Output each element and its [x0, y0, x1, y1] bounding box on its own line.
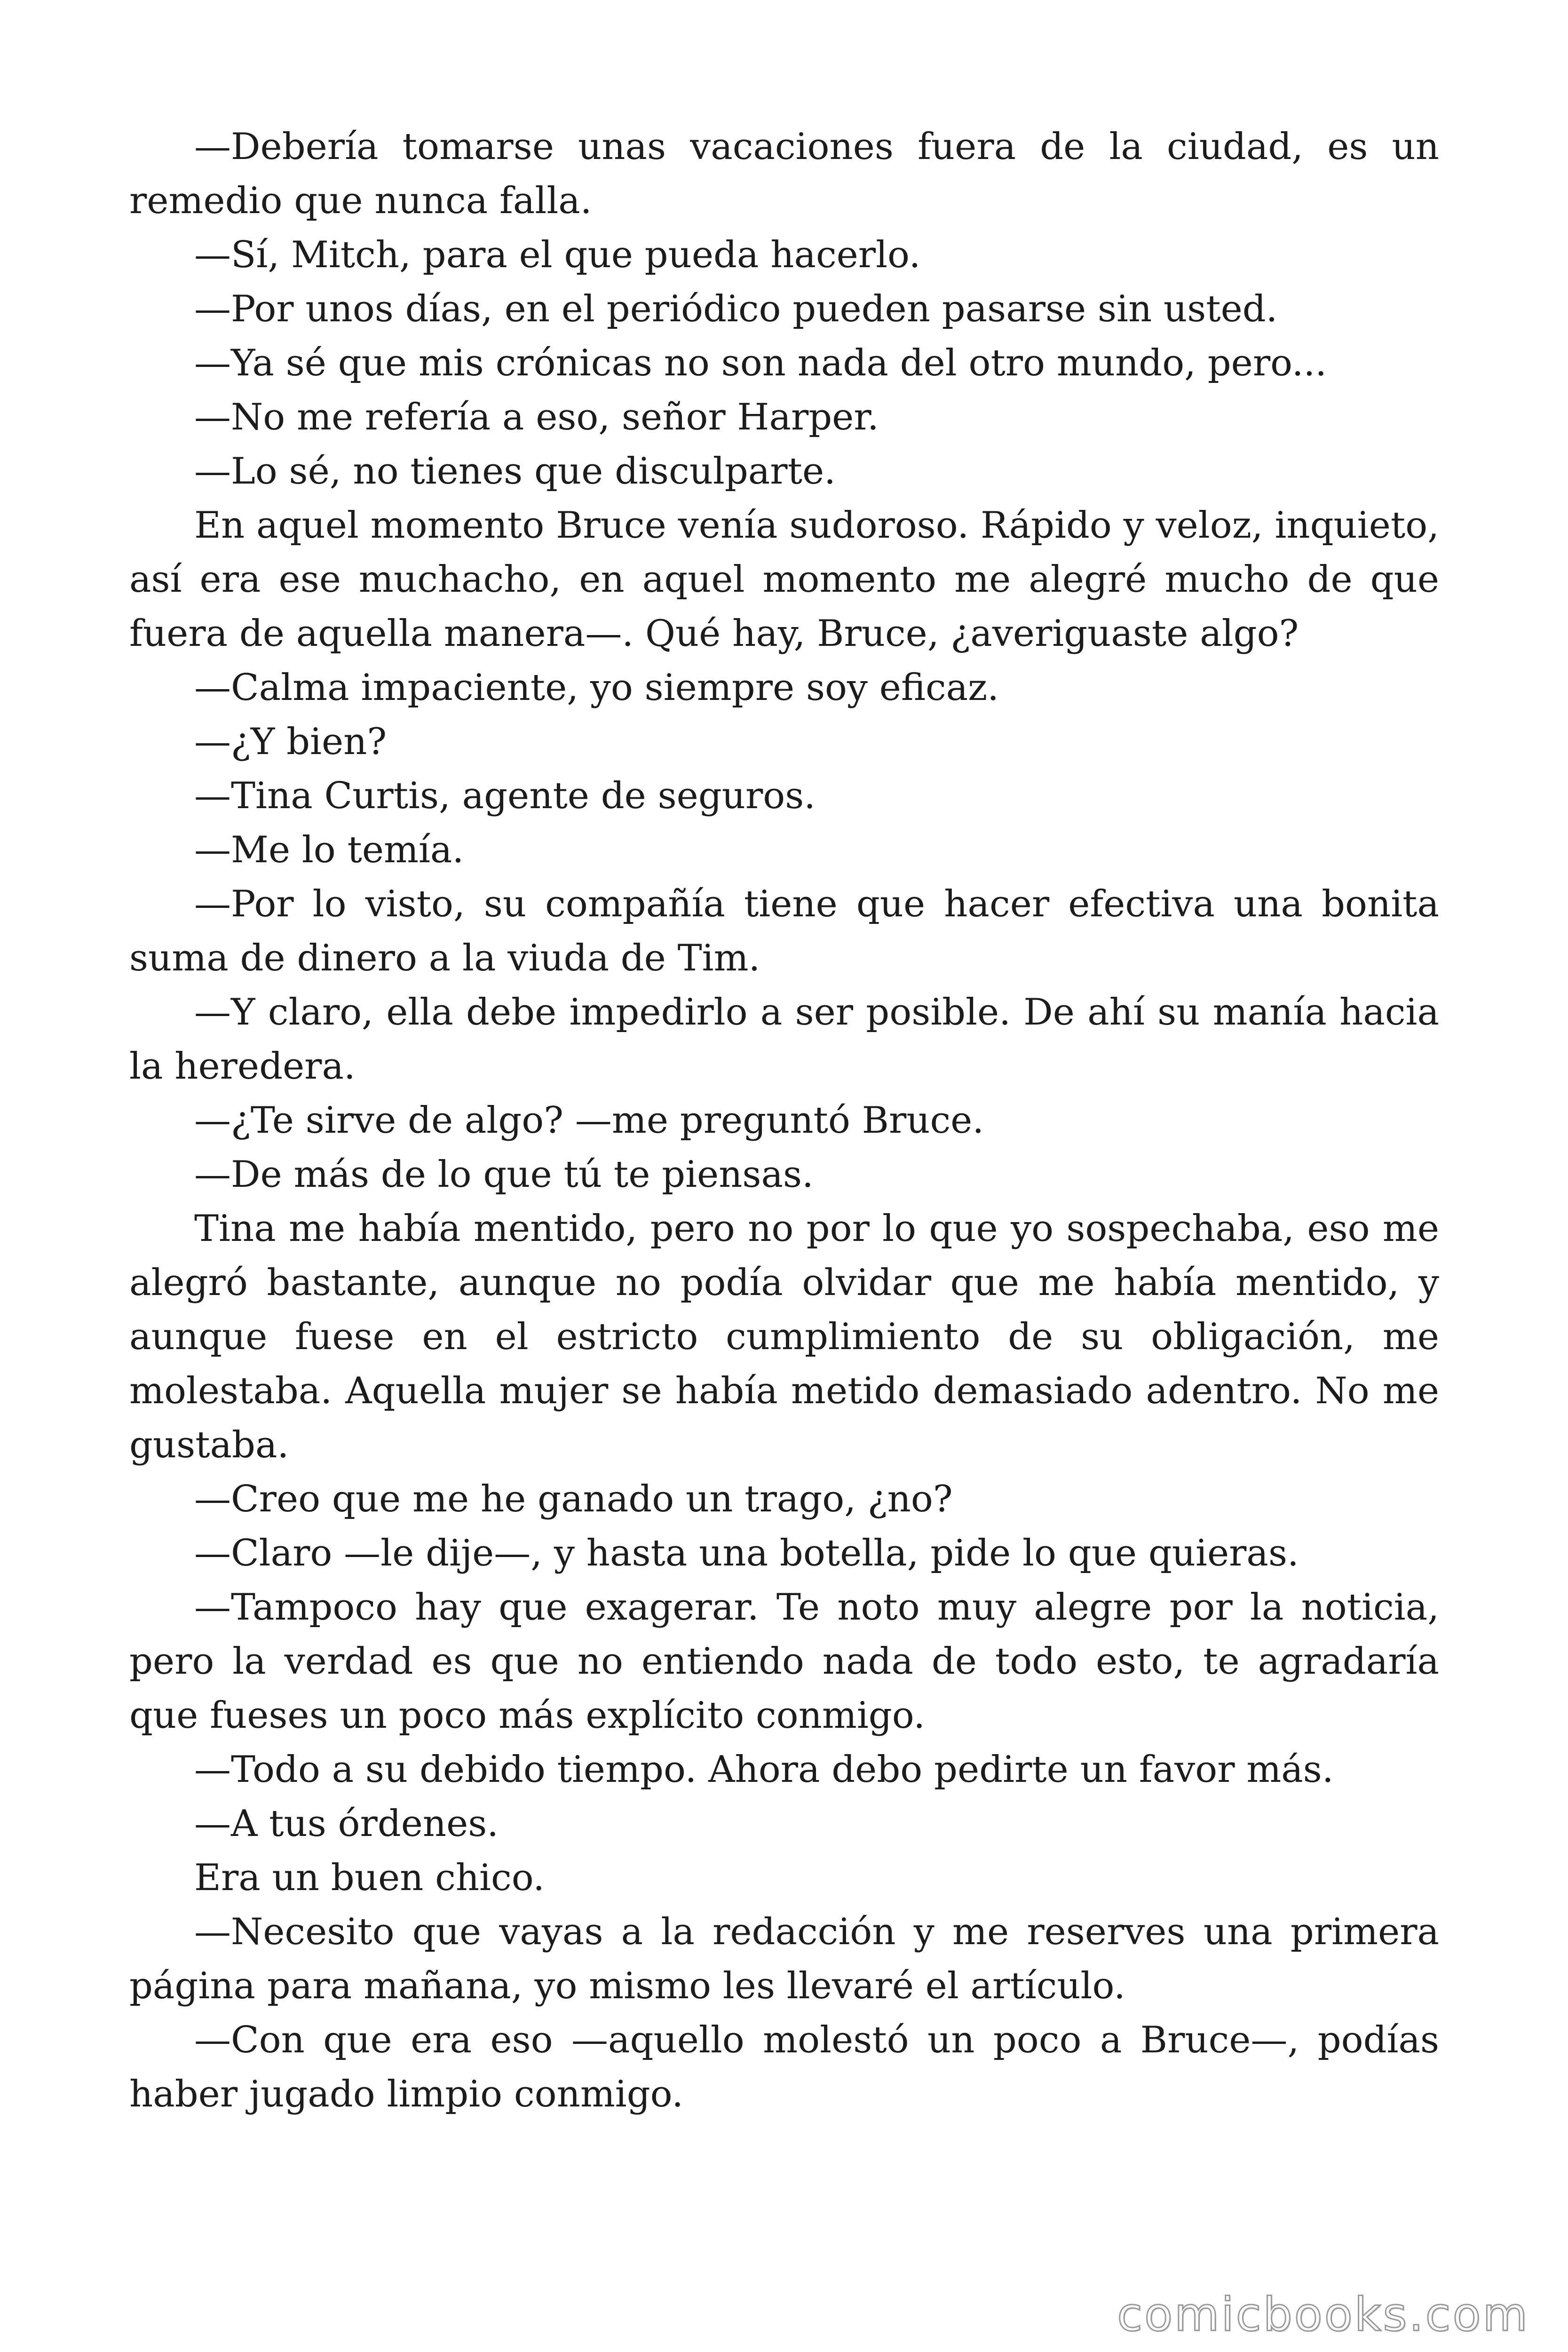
paragraph: —De más de lo que tú te piensas.	[194, 1153, 814, 1196]
paragraph: —Ya sé que mis crónicas no son nada del otro mundo, pero...	[194, 342, 1327, 384]
page-text	[129, 120, 1439, 2122]
paragraph: —A tus órdenes.	[194, 1803, 499, 1845]
paragraph: En aquel momento Bruce venía sudoroso. Rápido y veloz, inquieto, así era ese muchacho, en aquel momento me alegré mucho de que fuera de aquella manera—. Qué hay, Bruce, ¿averiguaste algo?	[129, 504, 1439, 655]
paragraph: —Tina Curtis, agente de seguros.	[194, 775, 816, 817]
watermark: comicbooks.com	[1117, 2288, 1529, 2342]
paragraph: Tina me había mentido, pero no por lo que yo sospechaba, eso me alegró bastante, aunque no podía olvidar que me había mentido, y aunque fuese en el estricto cumplimiento de su obligación, me molestaba. Aquella mujer se había metido demasiado adentro. No me gustaba.	[129, 1208, 1439, 1466]
paragraph: —Por lo visto, su compañía tiene que hacer efectiva una bonita suma de dinero a la viuda de Tim.	[129, 883, 1439, 979]
paragraph: —Debería tomarse unas vacaciones fuera de la ciudad, es un remedio que nunca falla.	[129, 126, 1439, 222]
paragraph: —No me refería a eso, señor Harper.	[194, 396, 879, 438]
paragraph: —Con que era eso —aquello molestó un poco a Bruce—, podías haber jugado limpio conmigo.	[129, 2019, 1439, 2115]
paragraph: —Y claro, ella debe impedirlo a ser posible. De ahí su manía hacia la heredera.	[129, 991, 1439, 1088]
paragraph: —Necesito que vayas a la redacción y me reserves una primera página para mañana, yo mismo les llevaré el artículo.	[129, 1911, 1439, 2007]
paragraph: —Todo a su debido tiempo. Ahora debo pedirte un favor más.	[194, 1748, 1334, 1791]
paragraph: —Calma impaciente, yo siempre soy eficaz.	[194, 667, 999, 709]
paragraph: —Me lo temía.	[194, 829, 464, 871]
paragraph: —¿Te sirve de algo? —me preguntó Bruce.	[194, 1099, 984, 1142]
paragraph: —Creo que me he ganado un trago, ¿no?	[194, 1478, 953, 1520]
paragraph: —Claro —le dije—, y hasta una botella, pide lo que quieras.	[194, 1532, 1299, 1574]
paragraph: —Sí, Mitch, para el que pueda hacerlo.	[194, 234, 921, 276]
paragraph: Era un buen chico.	[194, 1857, 545, 1899]
paragraph: —¿Y bien?	[194, 721, 387, 763]
paragraph: —Lo sé, no tienes que disculparte.	[194, 450, 836, 493]
paragraph: —Por unos días, en el periódico pueden pasarse sin usted.	[194, 288, 1278, 330]
paragraph: —Tampoco hay que exagerar. Te noto muy alegre por la noticia, pero la verdad es que no entiendo nada de todo esto, te agradaría que fueses un poco más explícito conmigo.	[129, 1586, 1439, 1737]
